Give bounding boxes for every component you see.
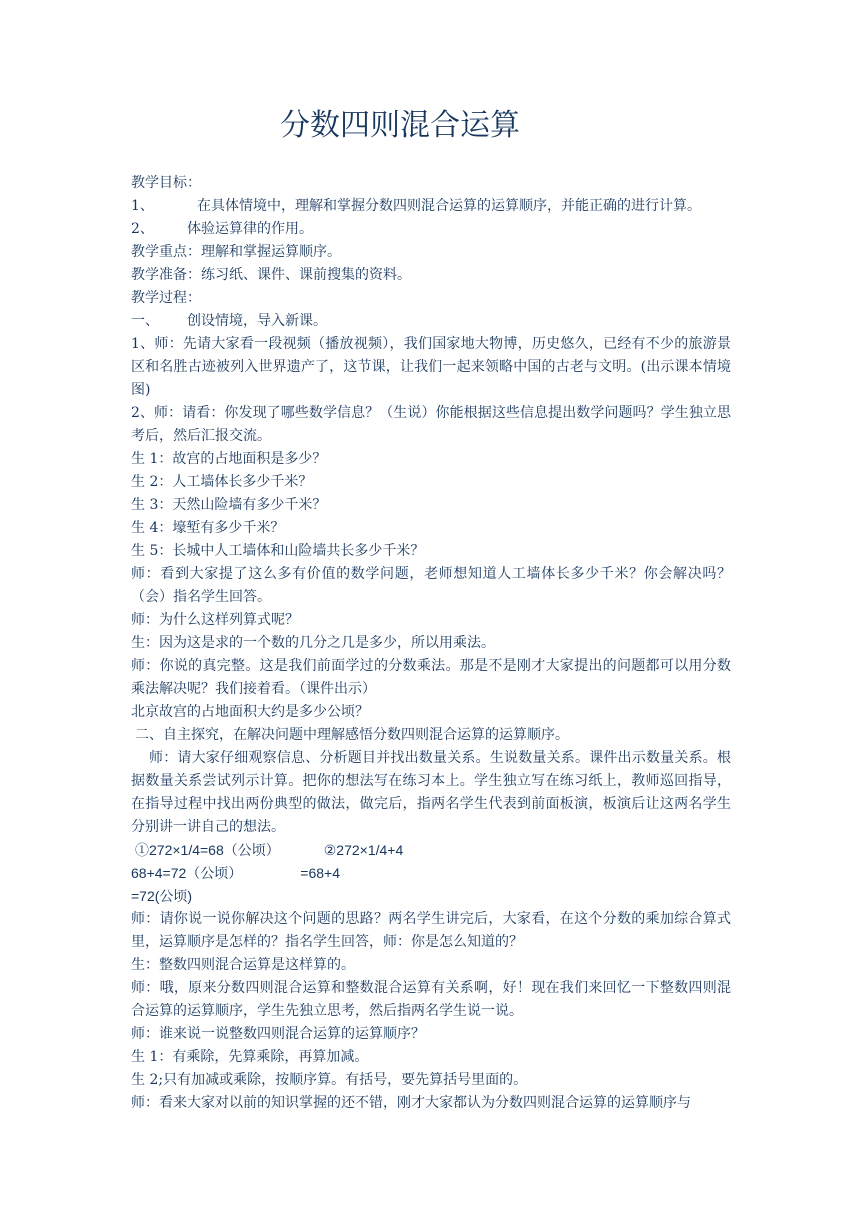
section-number: 一、 — [131, 313, 159, 329]
section-heading: 二、自主探究，在解决问题中理解感悟分数四则混合运算的运算顺序。 — [135, 727, 569, 743]
student-line: 生 1：故宫的占地面积是多少？ — [131, 451, 327, 467]
equation-a: 68+4=72（公顷） — [131, 865, 243, 881]
section-text: 创设情境，导入新课。 — [187, 313, 327, 329]
paragraph: 师：哦，原来分数四则混合运算和整数混合运算有关系啊，好！现在我们来回忆一下整数四则混合运算的运算顺序，学生先独立思考，然后指两名学生说一说。 — [131, 980, 731, 1019]
paragraph: 生：因为这是求的一个数的几分之几是多少，所以用乘法。 — [131, 635, 495, 651]
paragraph: 师：看到大家提了这么多有价值的数学问题，老师想知道人工墙体长多少千米？你会解决吗？（会）指名学生回答。 — [131, 566, 731, 605]
equation-b: =68+4 — [300, 865, 341, 881]
paragraph: 师：你说的真完整。这是我们前面学过的分数乘法。那是不是刚才大家提出的问题都可以用分数乘法解决呢？我们接着看。（课件出示） — [131, 658, 731, 697]
student-line: 生 3：天然山险墙有多少千米？ — [131, 497, 327, 513]
list-number: 1、 — [131, 198, 154, 214]
paragraph: 师：谁来说一说整数四则混合运算的运算顺序？ — [131, 1026, 425, 1042]
text-line: 教学重点：理解和掌握运算顺序。 — [131, 244, 341, 260]
paragraph: 师：请你说一说你解决这个问题的思路？两名学生讲完后，大家看，在这个分数的乘加综合算式里，运算顺序是怎样的？指名学生回答，师：你是怎么知道的？ — [131, 911, 731, 950]
student-line: 生 2：人工墙体长多少千米？ — [131, 474, 313, 490]
student-line: 生 1：有乘除，先算乘除，再算加减。 — [131, 1049, 369, 1065]
section-heading — [131, 310, 731, 333]
student-line: 生 2;只有加减或乘除，按顺序算。有括号，要先算括号里面的。 — [131, 1072, 528, 1088]
list-text: 体验运算律的作用。 — [187, 221, 313, 237]
text-line: 教学准备：练习纸、课件、课前搜集的资料。 — [131, 267, 411, 283]
list-item — [131, 218, 731, 241]
paragraph: 1、师：先请大家看一段视频（播放视频），我们国家地大物博，历史悠久，已经有不少的旅游景区和名胜古迹被列入世界遗产了，这节课，让我们一起来领略中国的古老与文明。(出示课本情境图) — [131, 336, 731, 398]
student-line: 生 4：壕堑有多少千米？ — [131, 520, 285, 536]
document-title: 分数四则混合运算 — [280, 108, 520, 143]
paragraph: 师：为什么这样列算式呢？ — [131, 612, 299, 628]
text-line: 教学目标： — [131, 175, 201, 191]
list-item — [131, 195, 731, 218]
paragraph: 2、师：请看：你发现了哪些数学信息？（生说）你能根据这些信息提出数学问题吗？学生独立思考后，然后汇报交流。 — [131, 405, 731, 444]
text-line: 教学过程： — [131, 290, 201, 306]
list-text: 在具体情境中，理解和掌握分数四则混合运算的运算顺序，并能正确的进行计算。 — [197, 198, 701, 214]
equation-line: =72(公顷) — [131, 888, 193, 904]
student-line: 生 5：长城中人工墙体和山险墙共长多少千米？ — [131, 543, 425, 559]
document-body — [131, 172, 731, 1115]
paragraph: 生：整数四则混合运算是这样算的。 — [131, 957, 355, 973]
equation-a: ①272×1/4=68（公顷） — [135, 842, 280, 858]
paragraph: 师：请大家仔细观察信息、分析题目并找出数量关系。生说数量关系。课件出示数量关系。根据数量关系尝试列示计算。把你的想法写在练习本上。学生独立写在练习纸上，教师巡回指导，在指导过程中找出两份典型的做法，做完后，指两名学生代表到前面板演，板演后让这两名学生分别讲一讲自己的想法。 — [131, 750, 731, 835]
equation-b: ②272×1/4+4 — [323, 842, 404, 858]
equation-line — [131, 862, 731, 885]
paragraph: 北京故宫的占地面积大约是多少公顷？ — [131, 704, 369, 720]
equation-line — [131, 839, 731, 862]
list-number: 2、 — [131, 221, 154, 237]
paragraph: 师：看来大家对以前的知识掌握的还不错，刚才大家都认为分数四则混合运算的运算顺序与 — [131, 1095, 691, 1111]
